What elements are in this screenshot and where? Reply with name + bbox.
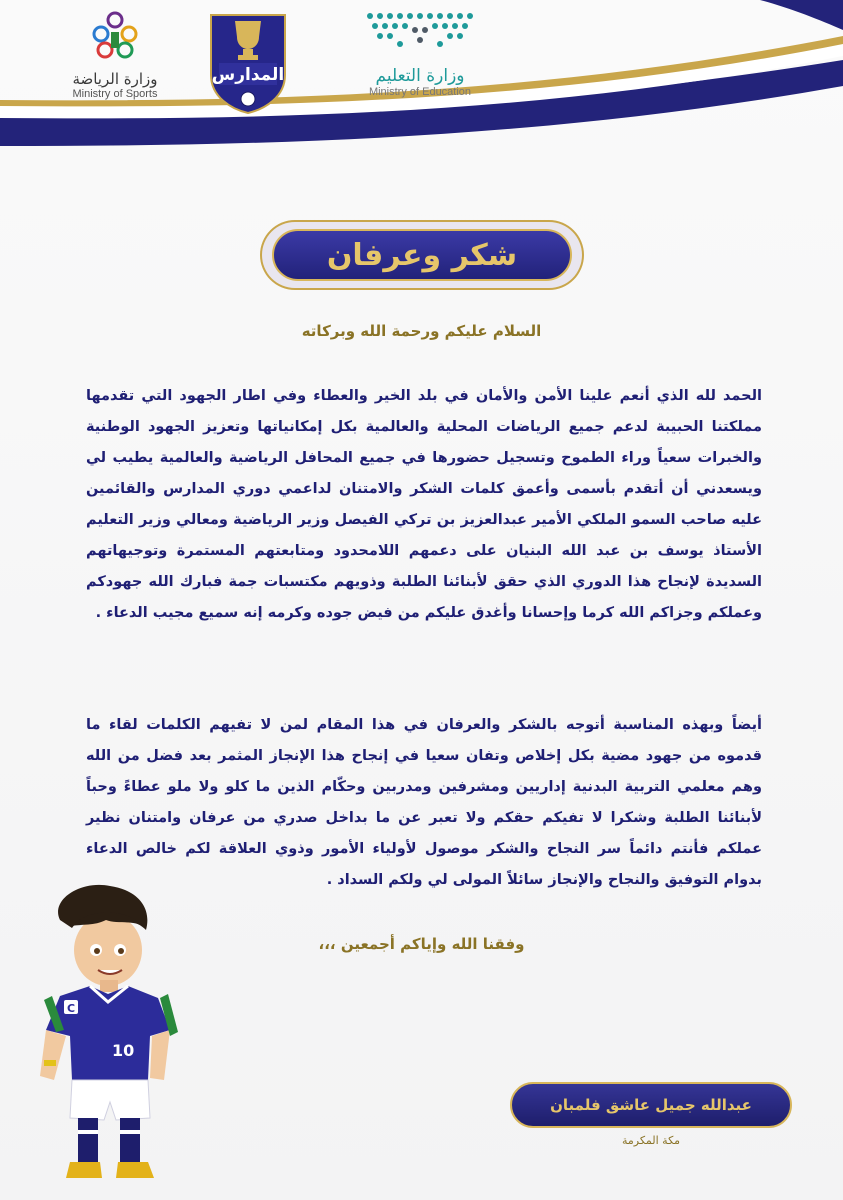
moe-name-arabic: وزارة التعليم: [375, 66, 465, 86]
league-shield-icon: [205, 5, 291, 115]
captain-badge: C: [67, 1002, 76, 1015]
body-paragraph-2: أيضاً وبهذه المناسبة أتوجه بالشكر والعرفان في هذا المقام لمن لا تفيهم الكلمات لقاء ما قدموه من جهود مضية بكل إخلاص وتفان سعيا في إنجاح هذا الإنجاز المثمر بعد فضل من الله وهم معلمي التربية البدنية إداريين ومشرفين ومدربين وحكّام الذين ما كلو ولا ملو عطاءً وحباً لأبنائنا الطلبة وشكرا لا تفيكم حقكم ولا تعبر عن ما بداخل صدري من عرفان وامتنان نظير عملكم فأنتم دائماً سر النجاح والشكر موصول لأولياء الأمور وذوي العلاقة لكم خالص الدعاء بدوام التوفيق والنجاح والإنجاز سائلاً المولى لي ولكم السداد .: [86, 717, 762, 888]
mos-emblem-icon: [85, 10, 145, 64]
body-paragraph-1: الحمد لله الذي أنعم علينا الأمن والأمان في بلد الخير والعطاء وفي اطار الجهود التي تقدمها مملكتنا الحبيبة لدعم جميع الرياضات المحلية والعالمية بكل إمكانياتها وتعزيز الجهود الوطنية والخبرات سعياً وراء الطموح وتسجيل حضورها في جميع المحافل الرياضية والعالمية يطيب لي ويسعدني أن أتقدم بأسمى وأعمق كلمات الشكر والامتنان لداعمي دوري المدارس والقائمين عليه صاحب السمو الملكي الأمير عبدالعزيز بن تركي الفيصل وزير الرياضية ومعالي وزير التعليم الأستاذ يوسف بن عبد الله البنيان على دعمهم اللامحدود ومتابعتهم المستمرة وتوجيهاتهم السديدة لإنجاح هذا الدوري الذي حقق لأبنائنا الطلبة وذويهم مكتسبات جمة فبارك الله جهودكم وعملكم وجزاكم الله كرما وإحسانا وأغدق عليكم من فيض جوده وكرمه إنه سميع مجيب الدعاء .: [86, 388, 762, 621]
greeting: السلام عليكم ورحمة الله وبركاته: [301, 322, 542, 340]
mos-name-english: Ministry of Sports: [72, 88, 158, 100]
mos-name-arabic: وزارة الرياضة: [72, 70, 158, 88]
page-title: شكر وعرفان: [326, 237, 518, 273]
signature-banner: [510, 1082, 792, 1128]
ministry-of-sports-logo: [40, 10, 190, 100]
moe-emblem-icon: [360, 8, 480, 60]
letter-header: [0, 0, 843, 150]
signature-city: مكة المكرمة: [621, 1134, 681, 1147]
jersey-number: 10: [112, 1041, 135, 1060]
title-banner: [262, 222, 582, 288]
title-banner-inner: [272, 229, 572, 281]
moe-name-english: Ministry of Education: [368, 86, 472, 98]
closing-line: وفقنا الله وإياكم أجمعين ،،،: [318, 935, 525, 953]
signature-name: عبدالله جميل عاشق فلمبان: [550, 1096, 752, 1114]
mascot-illustration: [20, 880, 180, 1190]
school-league-logo: [205, 5, 291, 115]
ministry-of-education-logo: [355, 8, 485, 98]
league-name: المدارس: [211, 65, 285, 85]
